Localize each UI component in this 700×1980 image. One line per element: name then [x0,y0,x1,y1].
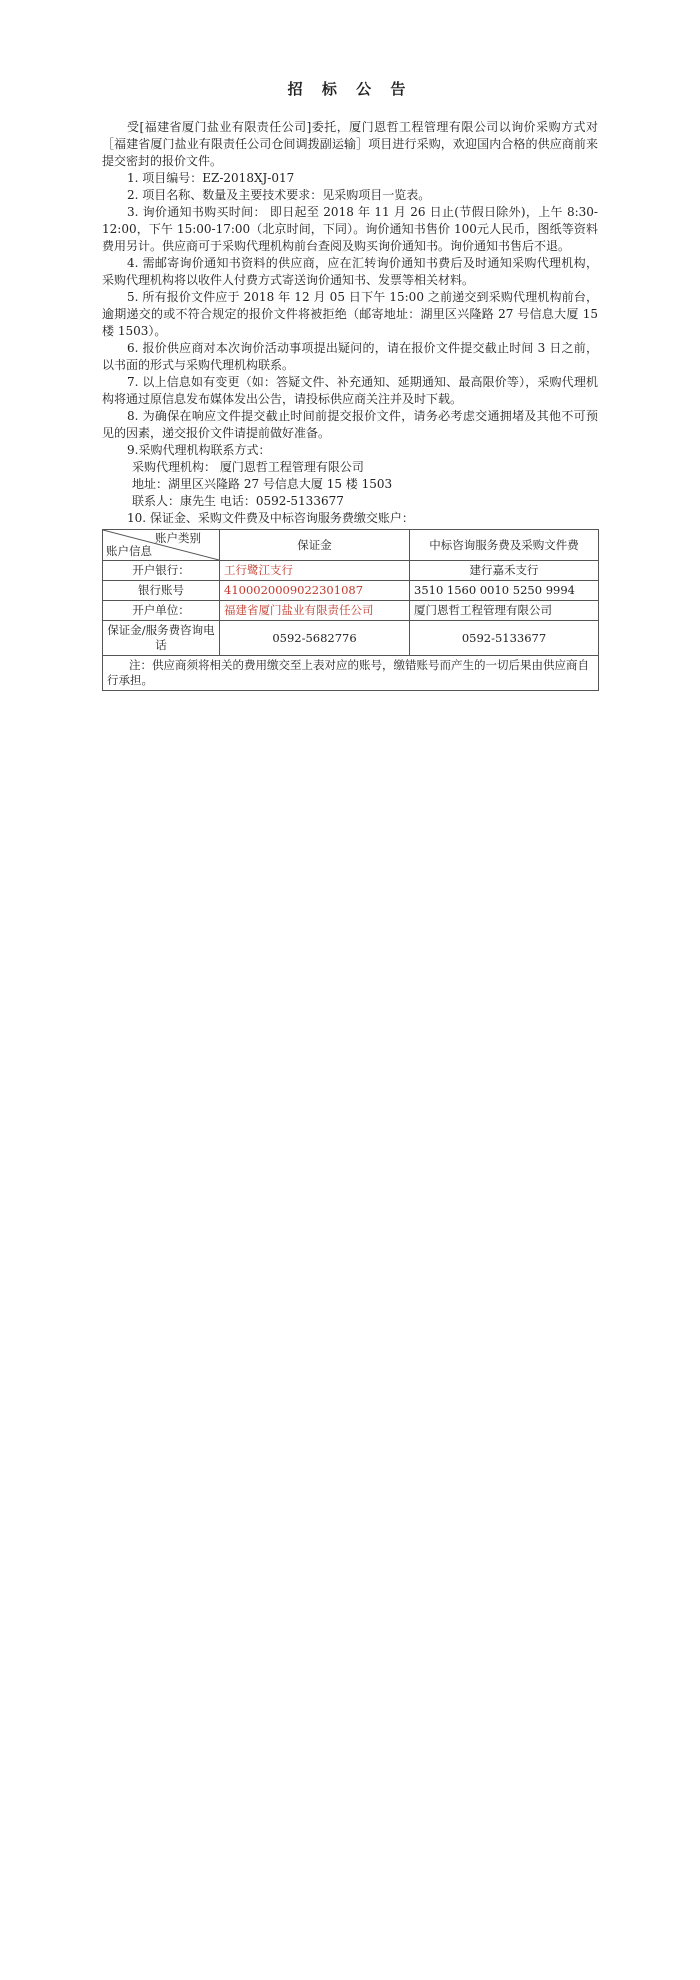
row-label: 开户单位： [103,601,220,621]
service-holder: 厦门恩哲工程管理有限公司 [410,601,599,621]
intro-paragraph: 受[福建省厦门盐业有限责任公司]委托，厦门恩哲工程管理有限公司以询价采购方式对［福建省厦门盐业有限责任公司仓间调拨副运输］项目进行采购，欢迎国内合格的供应商前来提交密封的报价文件。 [102,120,598,168]
item-1: 1. 项目编号：EZ-2018XJ-017 [127,171,295,185]
corner-top-label: 账户类别 [155,531,201,545]
item-4: 4. 需邮寄询价通知书资料的供应商，应在汇转询价通知书费后及时通知采购代理机构，采购代理机构将以收件人付费方式寄送询价通知书、发票等相关材料。 [102,256,598,287]
deposit-holder: 福建省厦门盐业有限责任公司 [220,601,410,621]
item-9: 9.采购代理机构联系方式： [127,443,271,457]
service-bank: 建行嘉禾支行 [410,561,599,581]
row-label: 银行账号 [103,581,220,601]
deposit-account: 4100020009022301087 [220,581,410,601]
document-title: 招 标 公 告 [287,80,413,98]
item-3: 3. 询价通知书购买时间： 即日起至 2018 年 11 月 26 日止(节假日除外)，上午 8:30-12:00，下午 15:00-17:00（北京时间，下同）。询价通知书售价 100元人民币，图纸等资料费用另计。供应商可于采购代理机构前台查阅及购买询价通知书。询价通知书售后不退。 [102,205,598,253]
contact-person: 联系人：康先生 电话：0592-5133677 [132,494,344,508]
item-7: 7. 以上信息如有变更（如：答疑文件、补充通知、延期通知、最高限价等），采购代理机构将通过原信息发布媒体发出公告，请投标供应商关注并及时下载。 [102,375,598,406]
account-table [102,529,599,691]
table-row [103,581,599,601]
table-row [103,601,599,621]
table-row [103,561,599,581]
service-phone: 0592-5133677 [410,621,599,656]
item-6: 6. 报价供应商对本次询价活动事项提出疑问的，请在报价文件提交截止时间 3 日之前，以书面的形式与采购代理机构联系。 [102,341,598,372]
header-deposit: 保证金 [220,530,410,561]
row-label: 保证金/服务费咨询电话 [103,621,220,656]
table-note: 注：供应商须将相关的费用缴交至上表对应的账号，缴错账号而产生的一切后果由供应商自行承担。 [103,656,599,691]
header-service: 中标咨询服务费及采购文件费 [410,530,599,561]
contact-address: 地址：湖里区兴隆路 27 号信息大厦 15 楼 1503 [132,477,393,491]
table-row [103,621,599,656]
table-header-row [103,530,599,561]
item-2: 2. 项目名称、数量及主要技术要求：见采购项目一览表。 [127,188,431,202]
contact-agency: 采购代理机构： 厦门恩哲工程管理有限公司 [132,460,364,474]
item-8: 8. 为确保在响应文件提交截止时间前提交报价文件，请务必考虑交通拥堵及其他不可预见的因素，递交报价文件请提前做好准备。 [102,409,598,440]
notice-document [102,78,598,691]
deposit-bank: 工行鹭江支行 [220,561,410,581]
corner-bottom-label: 账户信息 [106,544,152,558]
deposit-phone: 0592-5682776 [220,621,410,656]
diagonal-header-cell [103,530,220,561]
table-note-row [103,656,599,691]
item-10: 10. 保证金、采购文件费及中标咨询服务费缴交账户： [127,511,414,525]
row-label: 开户银行： [103,561,220,581]
service-account: 3510 1560 0010 5250 9994 [410,581,599,601]
item-5: 5. 所有报价文件应于 2018 年 12 月 05 日下午 15:00 之前递交到采购代理机构前台，逾期递交的或不符合规定的报价文件将被拒绝（邮寄地址：湖里区兴隆路 27 号信息大厦 15 楼 1503）。 [102,290,598,338]
